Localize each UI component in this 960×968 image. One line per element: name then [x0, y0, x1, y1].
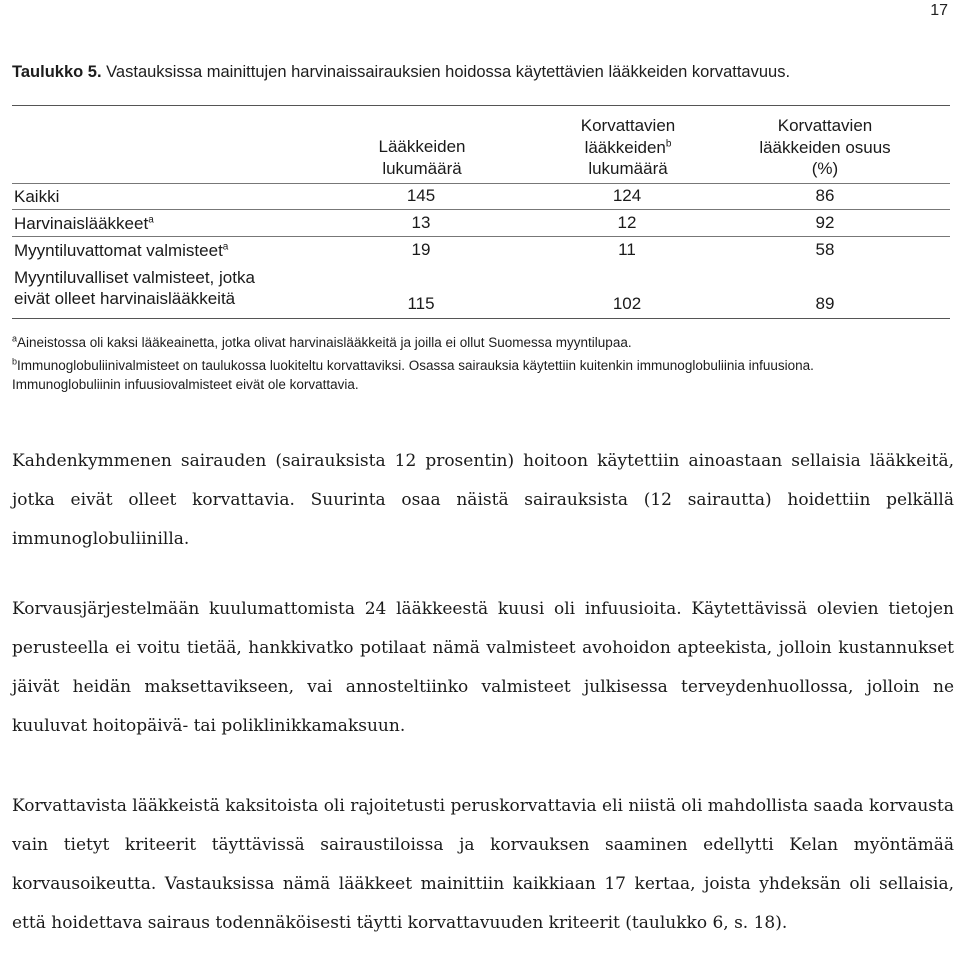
table-cell: 86	[815, 186, 835, 205]
table-bottom-rule	[12, 318, 950, 319]
footnote-marker: b	[665, 137, 672, 149]
footnote	[12, 356, 952, 375]
paragraph-text: Kahdenkymmenen sairauden (sairauksista 12 prosentin) hoitoon käytettiin ainoastaan sellaisia lääkkeitä, jotka eivät olleet korvattavia. Suurinta osaa näistä sairauksista (12 sairautta) hoidettiin pelkällä immunoglobuliinilla.	[12, 451, 954, 549]
column-header-line: (%)	[811, 159, 839, 178]
body-paragraph	[12, 787, 954, 943]
paragraph-text: Korvattavista lääkkeistä kaksitoista oli rajoitetusti peruskorvattavia eli niistä oli mahdollista saada korvausta vain tietyt kriteerit täyttävissä sairaustiloissa ja korvauksen saaminen edellytti Kelan myöntämää korvausoikeutta. Vastauksissa nämä lääkkeet mainittiin kaikkiaan 17 kertaa, joista yhdeksän oli sellaisia, että hoidettava sairaus todennäköisesti täytti korvattavuuden kriteerit (taulukko 6, s. 18).	[12, 796, 954, 933]
table-cell: 13	[411, 213, 431, 232]
page-number: 17	[930, 2, 948, 19]
table-caption-text: Vastauksissa mainittujen harvinaissairauksien hoidossa käytettävien lääkkeiden korvattavuus.	[101, 63, 791, 81]
footnote-marker: a	[12, 333, 18, 344]
column-header-line: lääkkeiden osuus	[759, 137, 891, 157]
footnote-marker: b	[12, 356, 18, 367]
table-caption-label: Taulukko 5.	[12, 63, 102, 81]
row-label-text: Kaikki	[14, 187, 60, 206]
row-label-text: Myyntiluvattomat valmisteet	[14, 241, 223, 260]
column-header-line: lukumäärä	[588, 159, 668, 178]
table-footnotes	[12, 333, 952, 394]
row-label-line: eivät olleet harvinaislääkkeitä	[14, 289, 236, 308]
footnote-text: Aineistossa oli kaksi lääkeainetta, jotka olivat harvinaislääkkeitä ja joilla ei ollut Suomessa myyntilupaa.	[17, 335, 632, 350]
column-header-line: Korvattavien	[580, 116, 676, 135]
table-row-rule	[12, 236, 950, 237]
paragraph-text: Korvausjärjestelmään kuulumattomista 24 lääkkeestä kuusi oli infuusioita. Käytettävissä olevien tietojen perusteella ei voitu tietää, hankkivatko potilaat nämä valmisteet avohoidon apteekista, jolloin kustannukset jäivät heidän maksettavikseen, vai annosteltiinko valmisteet julkisessa terveydenhuollossa, jolloin ne kuuluvat hoitopäivä- tai poliklinikkamaksuun.	[12, 599, 954, 736]
body-paragraph	[12, 590, 954, 746]
column-header-count	[352, 136, 492, 179]
table-cell: 102	[612, 294, 642, 313]
row-label	[14, 186, 59, 207]
column-header-line: Korvattavien	[777, 116, 873, 135]
column-header-reimbursable-count	[548, 115, 708, 180]
table-cell: 12	[617, 213, 637, 232]
footnote-continuation: Immunoglobuliinin infuusiovalmisteet eivät ole korvattavia.	[12, 377, 359, 392]
column-header-line	[548, 137, 708, 159]
table-row-rule	[12, 209, 950, 210]
column-header-line: Lääkkeiden	[378, 137, 466, 156]
row-label	[14, 240, 228, 261]
footnote	[12, 333, 952, 352]
row-label	[14, 213, 154, 234]
table-header-rule	[12, 183, 950, 184]
body-paragraph	[12, 442, 954, 559]
table-top-rule	[12, 105, 950, 106]
footnote-text: Immunoglobuliinivalmisteet on taulukossa luokiteltu korvattaviksi. Osassa sairauksia käytettiin kuitenkin immunoglobuliinia infuusiona.	[17, 358, 814, 373]
row-label-text: Harvinaislääkkeet	[14, 214, 149, 233]
row-label-line: Myyntiluvalliset valmisteet, jotka	[14, 268, 255, 287]
table-cell: 58	[815, 240, 835, 259]
footnote-marker: a	[148, 214, 154, 226]
table-cell: 89	[815, 294, 835, 313]
table-cell: 115	[407, 294, 435, 313]
table-cell: 124	[612, 186, 642, 205]
table-cell: 11	[618, 240, 636, 259]
table-cell: 19	[411, 240, 431, 259]
footnote-marker: a	[222, 241, 229, 253]
row-label	[14, 267, 255, 309]
table-cell: 92	[815, 213, 835, 232]
table-caption	[12, 63, 952, 82]
column-header-text: lääkkeiden	[584, 137, 666, 157]
column-header-line: lukumäärä	[382, 158, 462, 178]
column-header-reimbursable-share	[740, 115, 910, 180]
table-cell: 145	[406, 186, 436, 205]
